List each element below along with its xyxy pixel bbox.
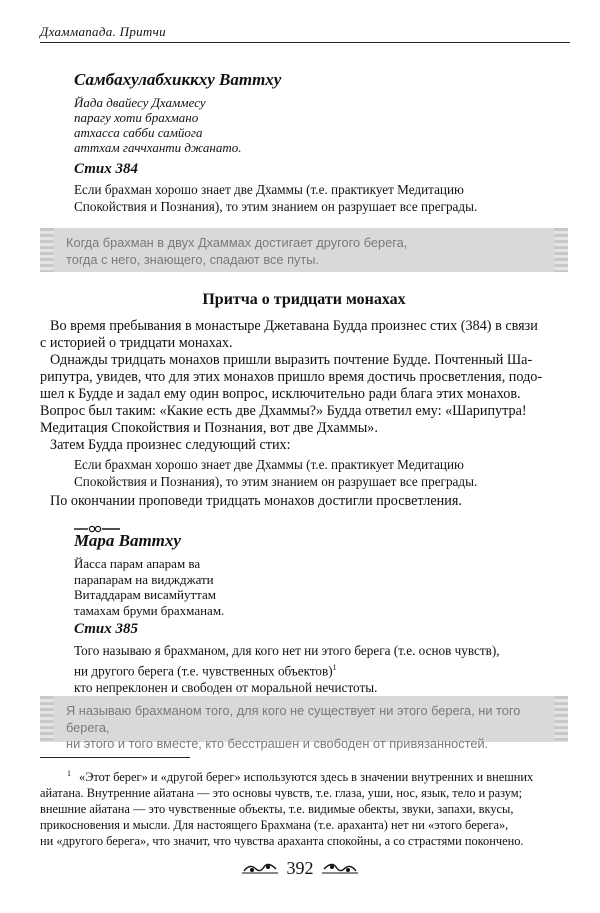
pali-line: Витаддарам висамйуттам [74,587,216,602]
story-quote [74,456,477,490]
story-title: Притча о тридцати монахах [202,291,406,308]
footnote [40,766,570,849]
story-paragraph-1 [40,318,570,352]
text-line: Во время пребывания в монастыре Джетавана Будда произнес стих (384) в связи [50,318,538,334]
page-number: 392 [286,858,314,878]
text-line: с историей о тридцати монахах. [40,335,233,351]
footnote-rule [40,757,190,758]
banner-border-left [40,228,54,272]
footnote-marker: 1 [67,769,71,778]
header-rule [40,42,570,43]
footnote-line: ни «другого берега», что значит, что чувства араханта спокойны, а со страстями покончено. [40,834,524,849]
pali-verse-385 [74,556,224,618]
verse-line-text: ни другого берега (т.е. чувственных объектов) [74,663,333,679]
verse-banner-384 [40,228,568,272]
banner-border-right [554,696,568,742]
page-footer [0,858,600,880]
verse-banner-385 [40,696,568,751]
text-line: шел к Будде и задал ему один вопрос, исключительно ради блага этих монахов. [40,386,521,402]
story-paragraph-4: По окончании проповеди тридцать монахов достигли просветления. [50,493,462,509]
quote-line: Спокойствия и Познания), то этим знанием он разрушает все преграды. [74,474,478,489]
floral-ornament-icon [242,859,278,880]
footnote-line: айатана. Внутренние айатана — это основы чувств, т.е. глаза, уши, нос, язык, тело и разум; [40,786,523,801]
verse-label-385: Стих 385 [74,621,138,637]
footnote-line-text: «Этот берег» и «другой берег» используются здесь в значении внутренних и внешних [79,770,534,785]
section-title-mara: Мара Ваттху [74,531,181,550]
verse-line: кто непреклонен и свободен от моральной нечистоты. [74,680,378,696]
banner-line: Я называю брахманом того, для кого не существует ни этого берега, ни того берега, [66,703,521,735]
pali-line: аттхам гаччханти джанато. [74,140,242,155]
verse-line [74,659,500,679]
verse-line: Того называю я брахманом, для кого нет ни этого берега (т.е. основ чувств), [74,643,500,658]
banner-border-left [40,696,54,742]
footnote-line: внешние айатана — это чувственные объекты, т.е. видимые обекты, звуки, запахи, вкусы, [40,802,514,817]
pali-line: парапарам на виджджати [74,571,214,587]
text-line: Медитация Спокойствия и Познания, вот две Дхаммы». [40,420,378,436]
pali-line: парагу хоти брахмано [74,110,199,125]
footnote-ref[interactable]: 1 [332,663,337,672]
pali-line: Йада двайесу Дхаммесу [74,95,206,110]
pali-line: Йасса парам апарам ва [74,556,201,571]
verse-line: Спокойствия и Познания), то этим знанием он разрушает все преграды. [74,199,478,214]
text-line: Однажды тридцать монахов пришли выразить почтение Будде. Почтенный Ша- [50,352,533,368]
banner-line: Когда брахман в двух Дхаммах достигает другого берега, [66,235,408,250]
floral-ornament-icon [322,859,358,880]
text-line: Вопрос был таким: «Какие есть две Дхаммы?» Будда ответил ему: «Шарипутра! [40,403,527,419]
verse-text-384 [74,181,477,215]
banner-line: тогда с него, знающего, спадают все путы. [66,251,320,267]
pali-line: тамахам бруми брахманам. [74,602,225,618]
footnote-line: прикосновения и мысли. Для настоящего Брахмана (т.е. араханта) нет ни «этого берега», [40,818,509,833]
quote-line: Если брахман хорошо знает две Дхаммы (т.е. практикует Медитацию [74,457,464,472]
text-line: рипутра, увидев, что для этих монахов пришло время достичь просветления, подо- [40,369,543,385]
pali-verse-384 [74,95,242,155]
banner-line: ни этого и того вместе, кто бесстрашен и свободен от привязанностей. [66,736,489,751]
banner-border-right [554,228,568,272]
section-title-sambahula: Самбахулабхиккху Ваттху [74,70,282,89]
verse-line: Если брахман хорошо знает две Дхаммы (т.е. практикует Медитацию [74,182,464,197]
verse-label-384: Стих 384 [74,161,138,177]
pali-line: атхасса сабби самйога [74,125,203,140]
footnote-line [40,766,570,785]
story-paragraph-2 [40,352,570,437]
running-head: Дхаммапада. Притчи [40,24,166,39]
story-paragraph-3: Затем Будда произнес следующий стих: [50,437,291,453]
verse-text-385 [74,642,500,696]
